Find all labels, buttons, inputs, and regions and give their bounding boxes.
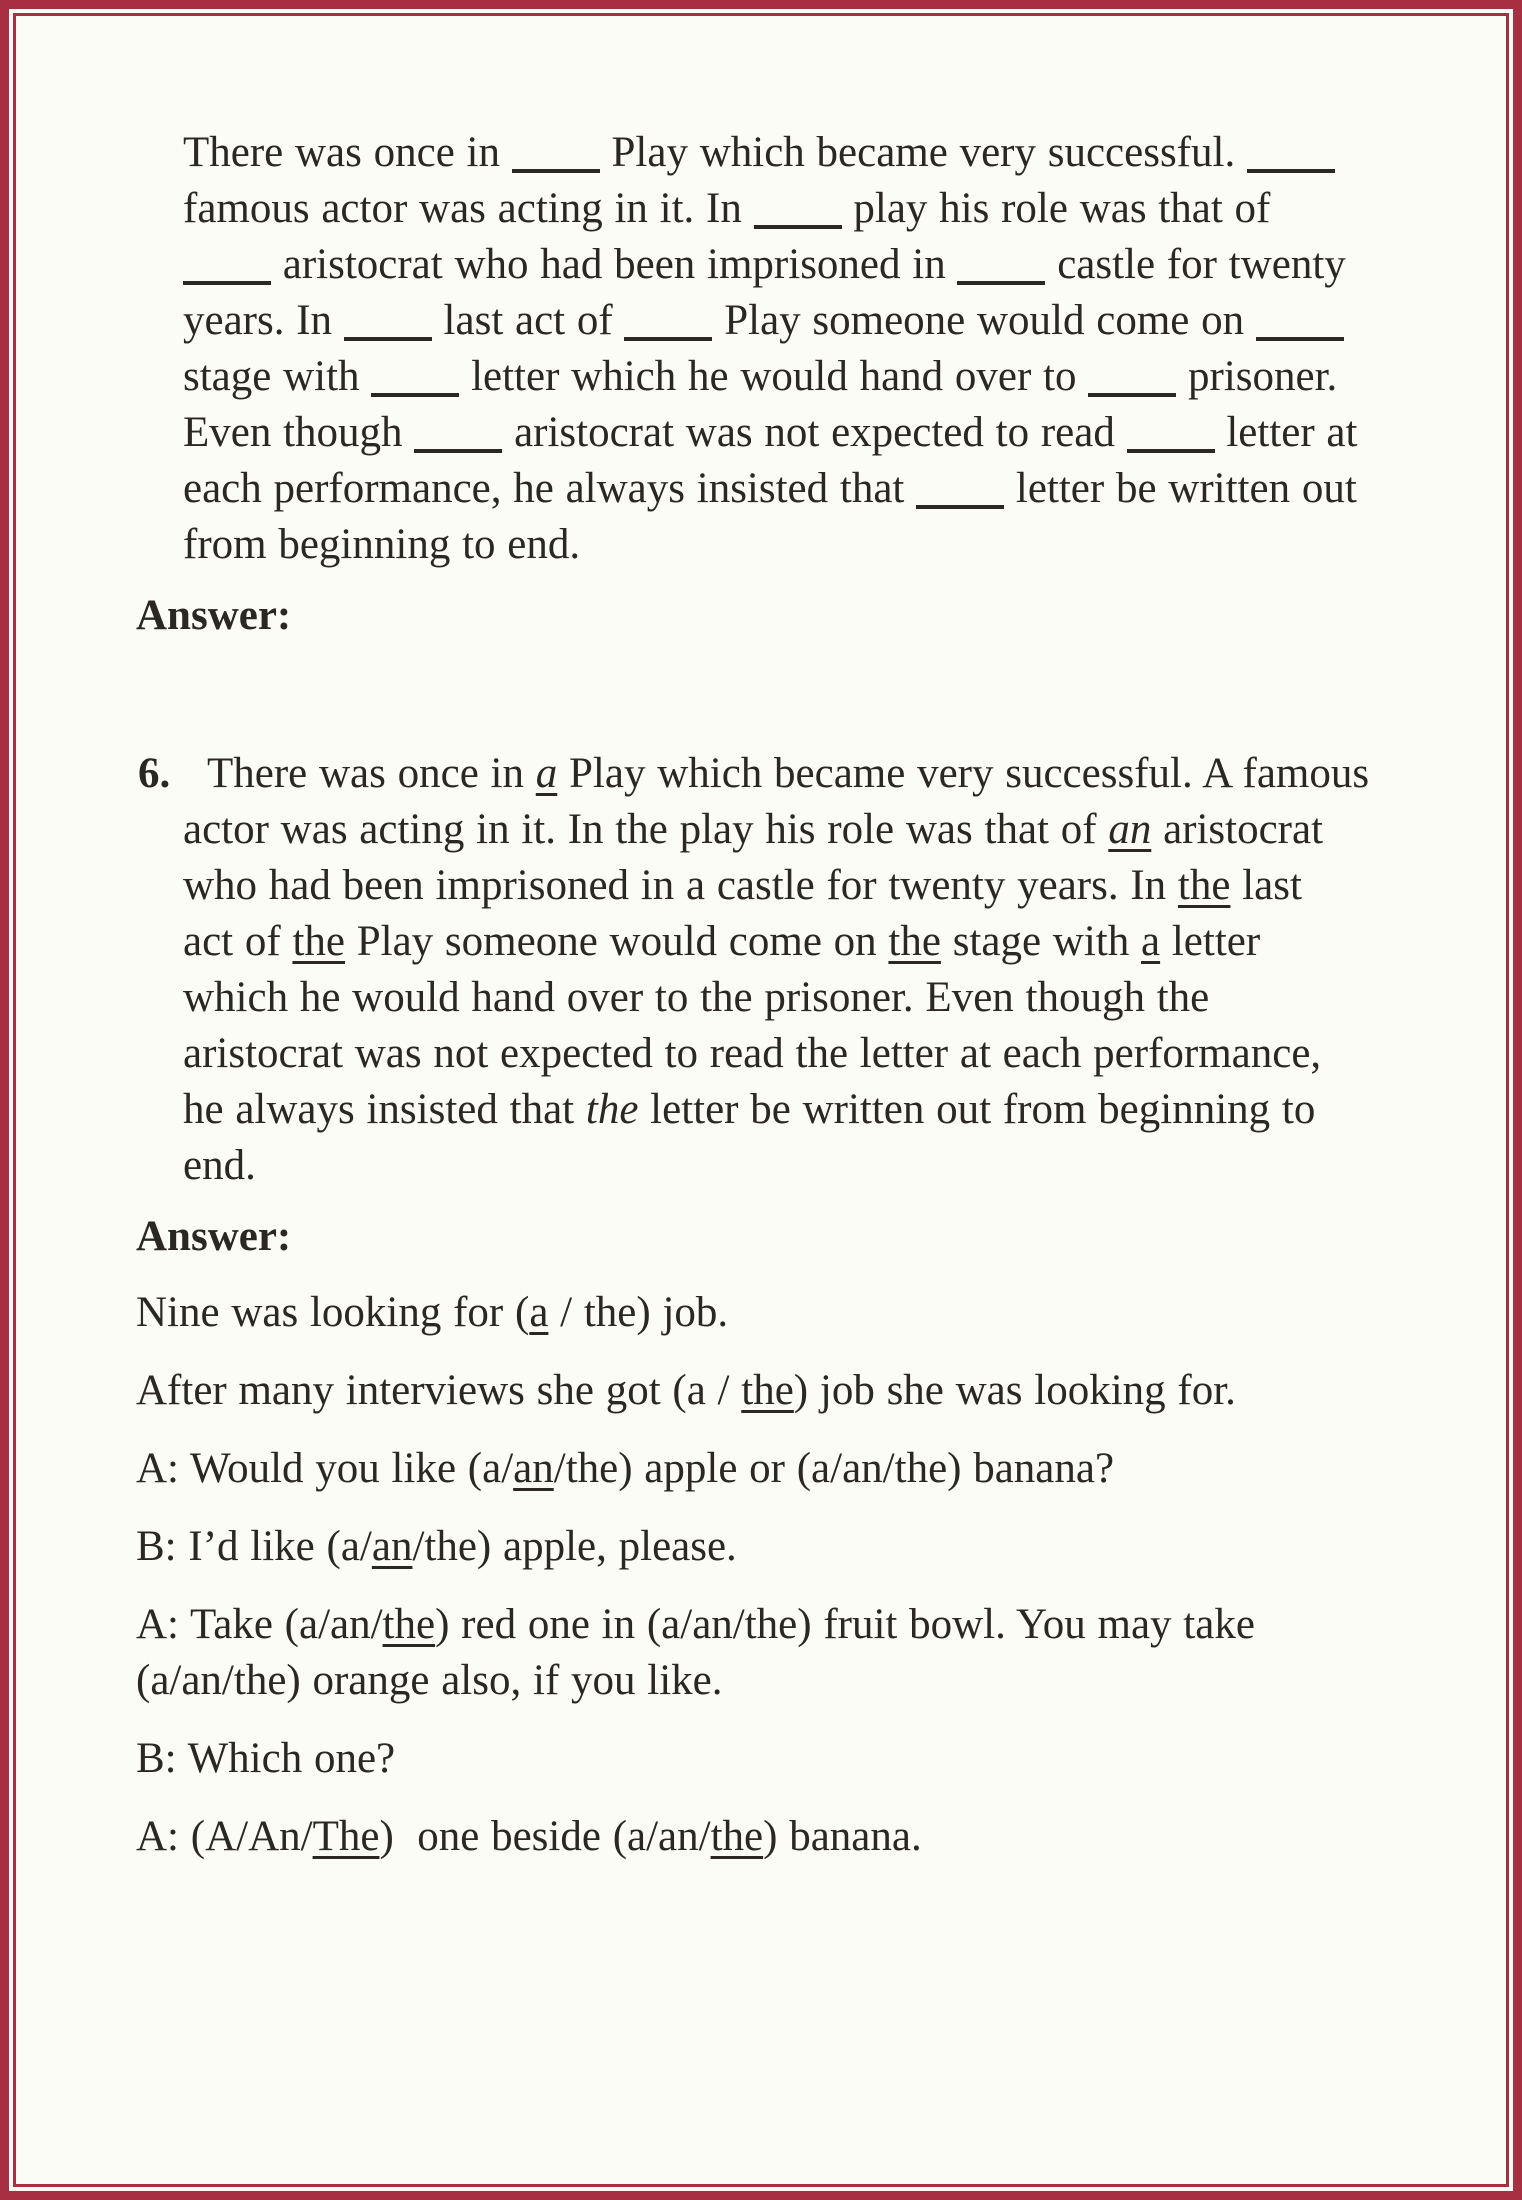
text-segment: from beginning to end. [183, 521, 581, 568]
text-segment: who had been imprisoned in a castle for twenty years. In [183, 862, 1178, 909]
blank-answer-line [1088, 365, 1176, 397]
text-segment: aristocrat was not expected to read [502, 409, 1127, 456]
dialogue-line [136, 1363, 1486, 1419]
text-segment: After many interviews she got (a / [136, 1367, 742, 1414]
text-segment: castle for twenty [1045, 241, 1346, 288]
text-line [183, 349, 1486, 405]
answer-label: Answer: [136, 592, 292, 639]
dialogue-line [136, 1285, 1486, 1341]
answer-paragraph [183, 746, 1486, 1194]
blank-answer-line [414, 421, 502, 453]
text-segment: which he would hand over to the prisoner. Even though the [183, 974, 1210, 1021]
highlighted-article: the [1177, 862, 1231, 909]
text-segment: (a/an/the) orange also, if you like. [136, 1657, 723, 1704]
text-segment: Play someone would come on [712, 297, 1256, 344]
text-segment: aristocrat was not expected to read the letter at each performance, [183, 1030, 1322, 1077]
text-line [183, 914, 1486, 970]
blank-answer-line [344, 309, 432, 341]
text-segment: prisoner. [1176, 353, 1338, 400]
text-segment: ) red one in (a/an/the) fruit bowl. You may take [435, 1601, 1255, 1648]
highlighted-article: the [741, 1367, 794, 1414]
text-segment: There was once in [183, 129, 512, 176]
highlighted-article: the [888, 918, 941, 965]
text-segment: he always insisted that [183, 1086, 586, 1133]
text-segment: last [1230, 862, 1302, 909]
text-segment: A: Would you like (a/ [136, 1445, 514, 1492]
text-segment: letter at [1214, 409, 1358, 456]
text-segment: stage with [183, 353, 372, 400]
blank-answer-line [624, 309, 712, 341]
text-segment: A: (A/An/ [136, 1813, 313, 1860]
text-segment: There was once in [207, 750, 536, 797]
text-line [136, 1597, 1486, 1653]
dialogue-section [136, 1285, 1486, 1865]
decorative-red-frame [13, 13, 1509, 2187]
text-segment: Play which became very successful. A famous [557, 750, 1370, 797]
blank-answer-line [1247, 141, 1335, 173]
highlighted-article: a [535, 750, 558, 797]
text-line [183, 1026, 1486, 1082]
text-line [183, 1082, 1486, 1138]
answer-item-6 [136, 746, 1486, 1194]
text-segment: play his role was that of [841, 185, 1271, 232]
highlighted-article: the [585, 1086, 639, 1133]
highlighted-article: the [710, 1813, 764, 1860]
text-segment: ) banana. [763, 1813, 922, 1860]
text-segment: aristocrat who had been imprisoned in [271, 241, 958, 288]
text-segment: Play someone would come on [344, 918, 889, 965]
text-line [183, 405, 1486, 461]
answer-label: Answer: [136, 1213, 292, 1260]
text-segment: last act of [431, 297, 625, 344]
text-line [136, 1809, 1486, 1865]
blank-answer-line [1256, 309, 1344, 341]
text-segment: ) job she was looking for. [793, 1367, 1236, 1414]
blank-answer-line [754, 197, 842, 229]
text-segment: act of [183, 918, 293, 965]
blank-answer-line [183, 253, 271, 285]
text-segment: letter [1160, 918, 1261, 965]
highlighted-article: a [529, 1289, 549, 1336]
text-line [136, 1285, 1486, 1341]
text-segment: Play which became very successful. [599, 129, 1247, 176]
item-number: 6. [138, 750, 171, 797]
text-line [183, 125, 1486, 181]
text-line [183, 746, 1486, 802]
text-segment: aristocrat [1151, 806, 1324, 853]
text-line [136, 1519, 1486, 1575]
text-line [183, 802, 1486, 858]
dialogue-line [136, 1731, 1486, 1787]
text-segment: actor was acting in it. In the play his role was that of [183, 806, 1109, 853]
text-line [136, 1441, 1486, 1497]
highlighted-article: a [1141, 918, 1161, 965]
text-segment: years. In [183, 297, 344, 344]
blank-answer-line [371, 365, 459, 397]
blank-answer-line [512, 141, 600, 173]
highlighted-article: an [371, 1523, 413, 1570]
text-segment: Even though [183, 409, 415, 456]
text-segment: ) one beside (a/an/ [379, 1813, 711, 1860]
text-line [136, 1731, 1486, 1787]
text-segment: /the) apple, please. [412, 1523, 737, 1570]
blank-answer-line [957, 253, 1045, 285]
text-segment: letter be written out from beginning to [638, 1086, 1316, 1133]
text-segment: / the) job. [548, 1289, 729, 1336]
highlighted-article: an [513, 1445, 554, 1492]
text-segment: B: I’d like (a/ [136, 1523, 372, 1570]
text-segment: stage with [940, 918, 1142, 965]
highlighted-article: The [312, 1813, 380, 1860]
text-line [183, 461, 1486, 517]
dialogue-line [136, 1597, 1486, 1709]
dialogue-line [136, 1809, 1486, 1865]
text-line [183, 970, 1486, 1026]
question-paragraph-with-blanks [183, 125, 1486, 573]
dialogue-line [136, 1441, 1486, 1497]
text-line [183, 293, 1486, 349]
text-segment: letter which he would hand over to [459, 353, 1089, 400]
text-line [136, 1363, 1486, 1419]
text-segment: letter be written out [1004, 465, 1357, 512]
text-line [183, 181, 1486, 237]
text-segment: Nine was looking for ( [136, 1289, 530, 1336]
highlighted-article: an [1108, 806, 1152, 853]
text-line [183, 858, 1486, 914]
text-line [183, 1138, 1486, 1194]
answer-writing-space [136, 644, 1486, 746]
text-line [183, 237, 1486, 293]
text-segment: each performance, he always insisted that [183, 465, 917, 512]
text-segment: B: Which one? [136, 1735, 396, 1782]
exercise-document [136, 125, 1486, 1865]
text-line [183, 517, 1486, 573]
text-segment: A: Take (a/an/ [136, 1601, 383, 1648]
text-line [136, 1653, 1486, 1709]
dialogue-line [136, 1519, 1486, 1575]
text-segment: end. [183, 1142, 256, 1189]
highlighted-article: the [292, 918, 345, 965]
blank-answer-line [916, 477, 1004, 509]
blank-answer-line [1127, 421, 1215, 453]
text-segment: famous actor was acting in it. In [183, 185, 754, 232]
text-segment: /the) apple or (a/an/the) banana? [553, 1445, 1115, 1492]
highlighted-article: the [382, 1601, 436, 1648]
